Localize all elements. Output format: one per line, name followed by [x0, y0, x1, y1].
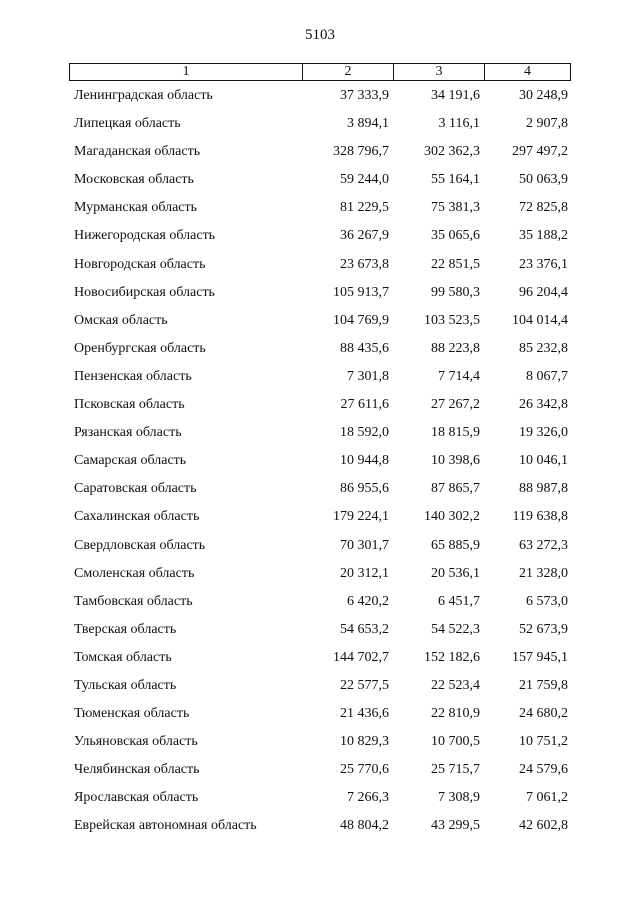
region-name: Омская область [74, 312, 168, 328]
table-row [0, 196, 640, 224]
value-col-3: 87 865,7 [431, 481, 480, 497]
region-name: Тамбовская область [74, 593, 193, 609]
value-col-2: 86 955,6 [340, 481, 389, 497]
table-row [0, 505, 640, 533]
value-col-2: 105 913,7 [333, 284, 389, 300]
table-row [0, 730, 640, 758]
value-col-2: 22 577,5 [340, 677, 389, 693]
value-col-2: 27 611,6 [340, 397, 389, 413]
region-name: Московская область [74, 172, 194, 188]
table-row [0, 84, 640, 112]
region-name: Тульская область [74, 677, 177, 693]
table-row [0, 253, 640, 281]
value-col-4: 52 673,9 [519, 621, 568, 637]
region-name: Магаданская область [74, 144, 201, 160]
value-col-3: 54 522,3 [431, 621, 480, 637]
region-name: Тверская область [74, 621, 177, 637]
value-col-3: 6 451,7 [438, 593, 480, 609]
region-name: Ульяновская область [74, 734, 198, 750]
table-row [0, 112, 640, 140]
region-name: Новгородская область [74, 256, 206, 272]
table-row [0, 534, 640, 562]
table-row [0, 309, 640, 337]
value-col-4: 119 638,8 [512, 509, 568, 525]
value-col-3: 7 714,4 [438, 368, 480, 384]
table-row [0, 477, 640, 505]
region-name: Нижегородская область [74, 228, 216, 244]
value-col-4: 10 046,1 [519, 453, 568, 469]
region-name: Ярославская область [74, 790, 199, 806]
value-col-3: 99 580,3 [431, 284, 480, 300]
value-col-3: 43 299,5 [431, 818, 480, 834]
region-name: Ленинградская область [74, 88, 213, 103]
table-row [0, 674, 640, 702]
value-col-2: 88 435,6 [340, 340, 389, 356]
table-row [0, 393, 640, 421]
table-row [0, 168, 640, 196]
value-col-2: 25 770,6 [340, 762, 389, 778]
value-col-3: 27 267,2 [431, 397, 480, 413]
region-name: Свердловская область [74, 537, 206, 553]
value-col-4: 72 825,8 [519, 200, 568, 216]
region-name: Мурманская область [74, 200, 198, 216]
value-col-3: 22 851,5 [431, 256, 480, 272]
region-name: Пензенская область [74, 368, 192, 384]
value-col-3: 20 536,1 [431, 565, 480, 581]
value-col-2: 20 312,1 [340, 565, 389, 581]
value-col-3: 3 116,1 [438, 116, 480, 132]
value-col-3: 152 182,6 [424, 649, 480, 665]
region-name: Смоленская область [74, 565, 195, 581]
table-header [69, 63, 571, 81]
value-col-4: 26 342,8 [519, 397, 568, 413]
region-name: Новосибирская область [74, 284, 215, 300]
value-col-3: 75 381,3 [431, 200, 480, 216]
value-col-4: 8 067,7 [526, 368, 568, 384]
value-col-2: 3 894,1 [347, 116, 389, 132]
value-col-4: 88 987,8 [519, 481, 568, 497]
value-col-3: 25 715,7 [431, 762, 480, 778]
value-col-4: 24 680,2 [519, 706, 568, 722]
value-col-4: 85 232,8 [519, 340, 568, 356]
table-row [0, 365, 640, 393]
value-col-3: 88 223,8 [431, 340, 480, 356]
value-col-4: 42 602,8 [519, 818, 568, 834]
value-col-3: 22 810,9 [431, 706, 480, 722]
value-col-4: 30 248,9 [519, 88, 568, 103]
value-col-4: 21 328,0 [519, 565, 568, 581]
value-col-2: 179 224,1 [333, 509, 389, 525]
value-col-4: 35 188,2 [519, 228, 568, 244]
value-col-2: 10 944,8 [340, 453, 389, 469]
value-col-2: 59 244,0 [340, 172, 389, 188]
table-row [0, 618, 640, 646]
value-col-2: 7 266,3 [347, 790, 389, 806]
region-name: Липецкая область [74, 116, 181, 132]
value-col-3: 302 362,3 [424, 144, 480, 160]
table-row [0, 646, 640, 674]
value-col-2: 6 420,2 [347, 593, 389, 609]
region-name: Сахалинская область [74, 509, 200, 525]
header-cell-1: 1 [70, 64, 303, 80]
value-col-4: 157 945,1 [512, 649, 568, 665]
value-col-4: 23 376,1 [519, 256, 568, 272]
table-row [0, 421, 640, 449]
value-col-2: 70 301,7 [340, 537, 389, 553]
value-col-4: 104 014,4 [512, 312, 568, 328]
value-col-3: 10 398,6 [431, 453, 480, 469]
header-cell-3: 3 [394, 64, 485, 80]
value-col-4: 19 326,0 [519, 425, 568, 441]
header-cell-4: 4 [524, 64, 531, 79]
table-row [0, 281, 640, 309]
value-col-2: 7 301,8 [347, 368, 389, 384]
value-col-3: 7 308,9 [438, 790, 480, 806]
value-col-3: 22 523,4 [431, 677, 480, 693]
region-name: Тюменская область [74, 706, 190, 722]
table-row [0, 786, 640, 814]
value-col-2: 18 592,0 [340, 425, 389, 441]
page-number: 5103 [305, 27, 335, 43]
table-row [0, 562, 640, 590]
region-name: Челябинская область [74, 762, 200, 778]
value-col-3: 34 191,6 [431, 88, 480, 103]
value-col-4: 21 759,8 [519, 677, 568, 693]
value-col-2: 36 267,9 [340, 228, 389, 244]
value-col-4: 6 573,0 [526, 593, 568, 609]
value-col-2: 37 333,9 [340, 88, 389, 103]
value-col-2: 48 804,2 [340, 818, 389, 834]
region-name: Оренбургская область [74, 340, 206, 356]
table-row [0, 224, 640, 252]
region-name: Псковская область [74, 397, 185, 413]
value-col-2: 21 436,6 [340, 706, 389, 722]
value-col-3: 35 065,6 [431, 228, 480, 244]
table-body [0, 84, 640, 843]
value-col-3: 18 815,9 [431, 425, 480, 441]
table-row [0, 449, 640, 477]
region-name: Томская область [74, 649, 172, 665]
table-row [0, 590, 640, 618]
value-col-4: 297 497,2 [512, 144, 568, 160]
value-col-4: 96 204,4 [519, 284, 568, 300]
value-col-4: 63 272,3 [519, 537, 568, 553]
value-col-3: 103 523,5 [424, 312, 480, 328]
table-row [0, 140, 640, 168]
value-col-2: 81 229,5 [340, 200, 389, 216]
value-col-3: 10 700,5 [431, 734, 480, 750]
table-row [0, 814, 640, 842]
region-name: Еврейская автономная область [74, 818, 257, 834]
value-col-4: 10 751,2 [519, 734, 568, 750]
value-col-4: 50 063,9 [519, 172, 568, 188]
value-col-2: 23 673,8 [340, 256, 389, 272]
region-name: Саратовская область [74, 481, 197, 497]
table-row [0, 702, 640, 730]
table-row [0, 758, 640, 786]
value-col-3: 55 164,1 [431, 172, 480, 188]
header-cell-2: 2 [303, 64, 394, 80]
value-col-4: 7 061,2 [526, 790, 568, 806]
value-col-2: 328 796,7 [333, 144, 389, 160]
value-col-4: 24 579,6 [519, 762, 568, 778]
value-col-2: 144 702,7 [333, 649, 389, 665]
value-col-2: 10 829,3 [340, 734, 389, 750]
table-row [0, 337, 640, 365]
value-col-3: 140 302,2 [424, 509, 480, 525]
region-name: Самарская область [74, 453, 187, 469]
region-name: Рязанская область [74, 425, 182, 441]
value-col-3: 65 885,9 [431, 537, 480, 553]
value-col-4: 2 907,8 [526, 116, 568, 132]
value-col-2: 104 769,9 [333, 312, 389, 328]
value-col-2: 54 653,2 [340, 621, 389, 637]
